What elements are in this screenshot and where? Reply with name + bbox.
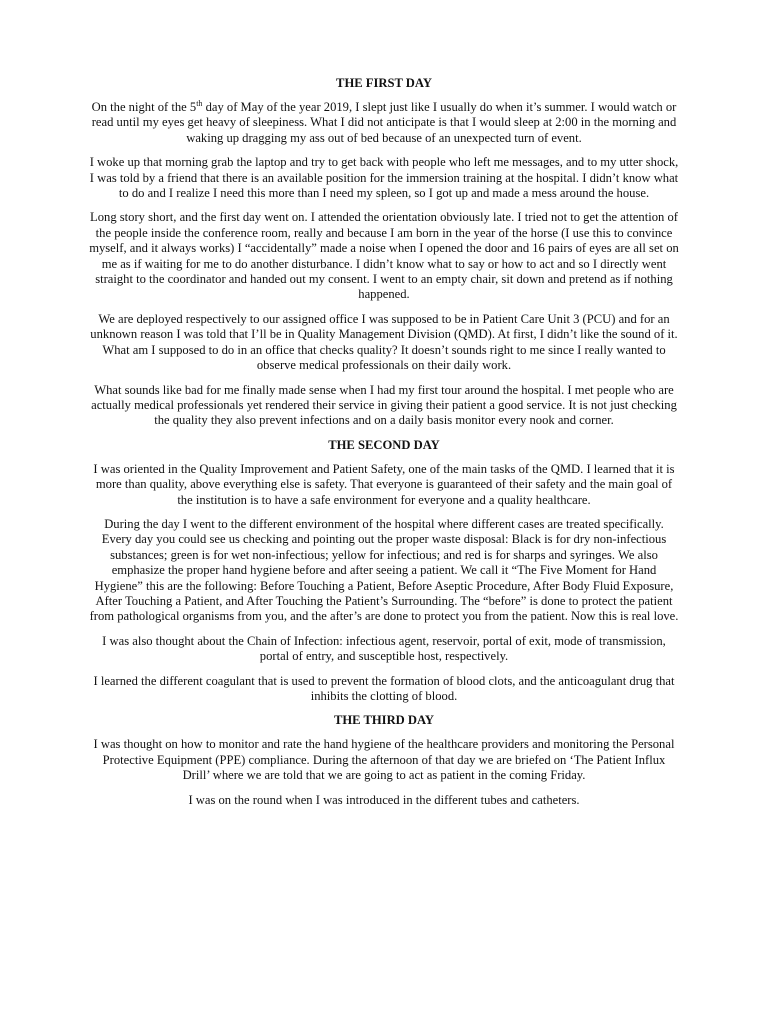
section-third-day	[88, 713, 680, 808]
document-page	[88, 76, 680, 817]
paragraph-text: On the night of the 5	[91, 100, 197, 114]
paragraph: Long story short, and the first day went on. I attended the orientation obviously late. I tried not to get the attention of the people inside the conference room, really and because I am born in the year of the horse (I use this to convince myself, and it always works) I “accidentally” made a noise when I opened the door and 16 pairs of eyes are all set on me as if waiting for me to do another disturbance. I didn’t know what to say or how to act and so I directly went straight to the coordinator and handed out my consent. I went to an empty chair, sit down and pretend as if nothing happened.	[89, 210, 679, 302]
section-heading: THE SECOND DAY	[328, 437, 440, 452]
paragraph: I woke up that morning grab the laptop and try to get back with people who left me messages, and to my utter shock, I was told by a friend that there is an available position for the immersion training at the hospital. I didn’t know what to do and I realize I need this more than I need my spleen, so I got up and made a mess around the house.	[89, 155, 679, 201]
paragraph: I was thought on how to monitor and rate the hand hygiene of the healthcare providers and monitoring the Personal Protective Equipment (PPE) compliance. During the afternoon of that day we are briefed on ‘The Patient Influx Drill’ where we are told that we are going to act as patient in the coming Friday.	[93, 737, 675, 783]
section-heading: THE FIRST DAY	[336, 76, 432, 90]
section-second-day	[88, 438, 680, 705]
paragraph	[88, 100, 680, 146]
paragraph-text: day of May of the year 2019, I slept just like I usually do when it’s summer. I would watch or read until my eyes get heavy of sleepiness. What I did not anticipate is that I would sleep at 2:00 in the morning and waking up dragging my ass out of bed because of an unexpected turn of event.	[91, 100, 677, 145]
paragraph: I was also thought about the Chain of Infection: infectious agent, reservoir, portal of exit, mode of transmission, portal of entry, and susceptible host, respectively.	[102, 633, 666, 664]
paragraph: We are deployed respectively to our assigned office I was supposed to be in Patient Care Unit 3 (PCU) and for an unknown reason I was told that I’ll be in Quality Management Division (QMD). At first, I didn’t like the sound of it. What am I supposed to do in an office that checks quality? It doesn’t sounds right to me since I really wanted to observe medical professionals on their daily work.	[90, 311, 678, 373]
paragraph: I was on the round when I was introduced in the different tubes and catheters.	[188, 792, 580, 807]
paragraph: I learned the different coagulant that is used to prevent the formation of blood clots, and the anticoagulant drug that inhibits the clotting of blood.	[93, 673, 675, 703]
section-heading: THE THIRD DAY	[333, 713, 435, 728]
paragraph: What sounds like bad for me finally made sense when I had my first tour around the hospital. I met people who are actually medical professionals yet rendered their service in giving their patient a good service. It is not just checking the quality they also prevent infections and on a daily basis monitor every nook and corner.	[91, 382, 677, 428]
paragraph: During the day I went to the different environment of the hospital where different cases are treated specifically. Every day you could see us checking and pointing out the proper waste disposal: Black is for dry non-infectious substances; green is for wet non-infectious; yellow for infectious; and red is for sharps and syringes. We also emphasize the proper hand hygiene before and after seeing a patient. We call it “The Five Moment for Hand Hygiene” this are the following: Before Touching a Patient, Before Aseptic Procedure, After Body Fluid Exposure, After Touching a Patient, and After Touching the Patient’s Surrounding. The “before” is done to protect the patient from pathological organisms from you, and the after’s are done to protect you from the patient. Now this is real love.	[89, 516, 679, 624]
paragraph: I was oriented in the Quality Improvement and Patient Safety, one of the main tasks of the QMD. I learned that it is more than quality, above everything else is safety. That everyone is guaranteed of their safety and the main goal of the institution is to have a safe environment for everyone and a quality healthcare.	[93, 461, 675, 507]
ordinal-suffix: th	[196, 98, 203, 108]
section-first-day	[88, 76, 680, 429]
